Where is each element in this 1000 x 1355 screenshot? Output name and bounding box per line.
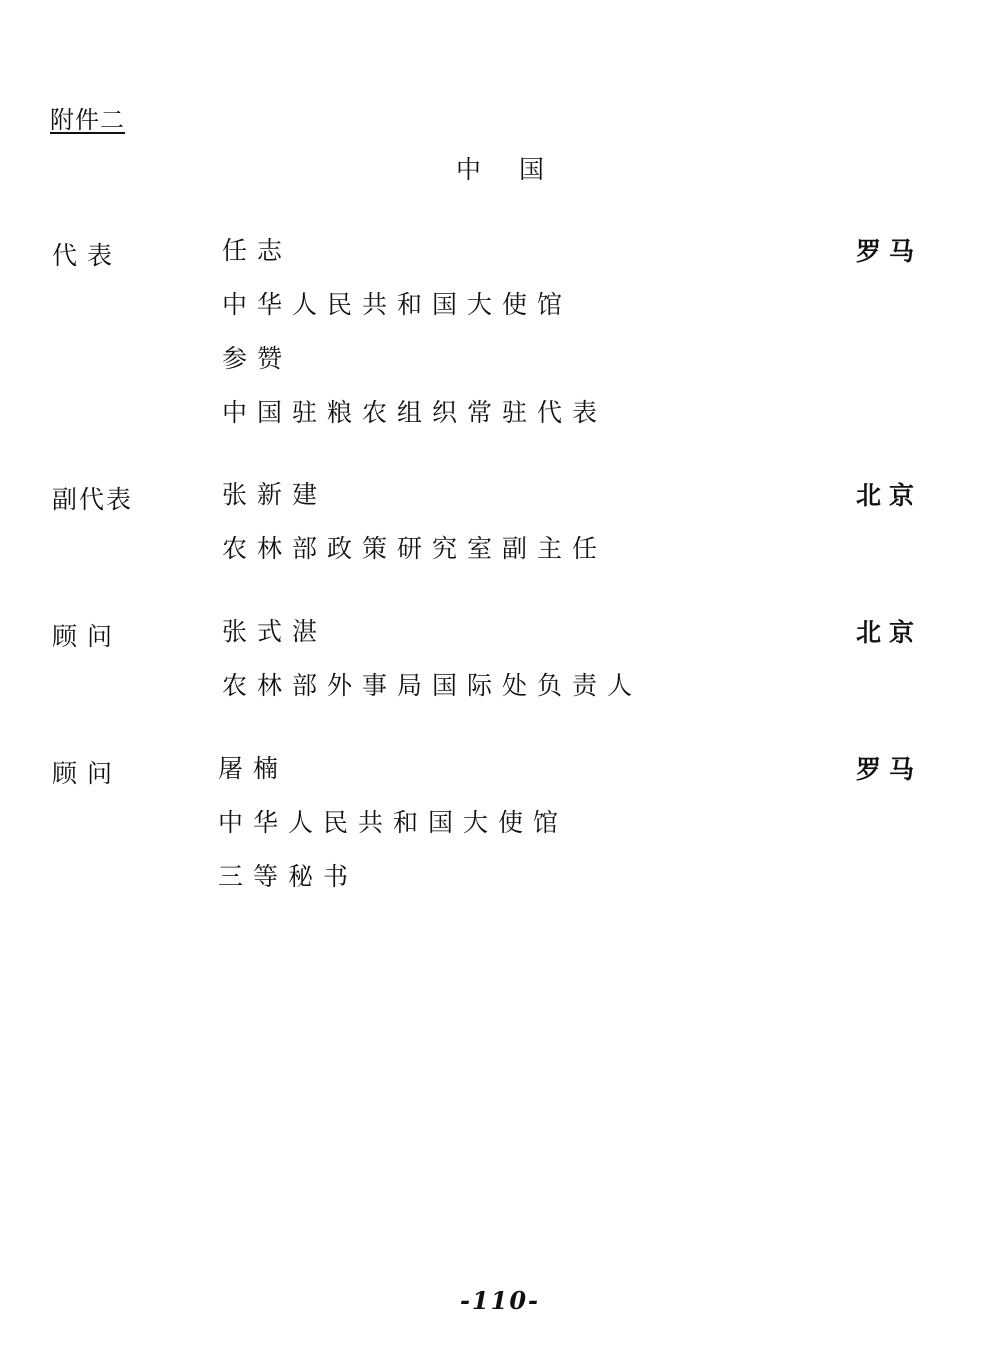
delegate-details	[218, 754, 568, 916]
role-label: 顾问	[52, 622, 123, 651]
delegate-name: 屠楠	[218, 754, 289, 783]
role-label: 代表	[52, 241, 123, 270]
delegate-name: 张新建	[222, 480, 328, 509]
role-label: 副代表	[52, 485, 134, 514]
country-title: 中国	[455, 155, 582, 184]
delegate-position: 中国驻粮农组织常驻代表	[222, 398, 608, 427]
delegate-name: 任志	[222, 236, 293, 265]
delegate-city: 北京	[855, 481, 922, 510]
delegate-details	[222, 617, 642, 725]
delegate-position: 农林部政策研究室副主任	[222, 534, 608, 563]
annex-label: 附件二	[50, 106, 125, 134]
delegate-affiliation: 中华人民共和国大使馆	[222, 290, 573, 319]
delegate-details	[222, 236, 607, 452]
delegate-city: 罗马	[855, 237, 922, 266]
delegate-position: 农林部外事局国际处负责人	[222, 671, 643, 700]
delegate-city: 罗马	[855, 755, 922, 784]
delegate-title: 参赞	[222, 344, 293, 373]
delegate-details	[222, 480, 607, 588]
delegate-title: 三等秘书	[218, 862, 359, 891]
delegate-name: 张式湛	[222, 617, 328, 646]
delegate-city: 北京	[855, 618, 922, 647]
role-label: 顾问	[52, 759, 123, 788]
page-number: -110-	[459, 1286, 541, 1315]
delegate-affiliation: 中华人民共和国大使馆	[218, 808, 569, 837]
